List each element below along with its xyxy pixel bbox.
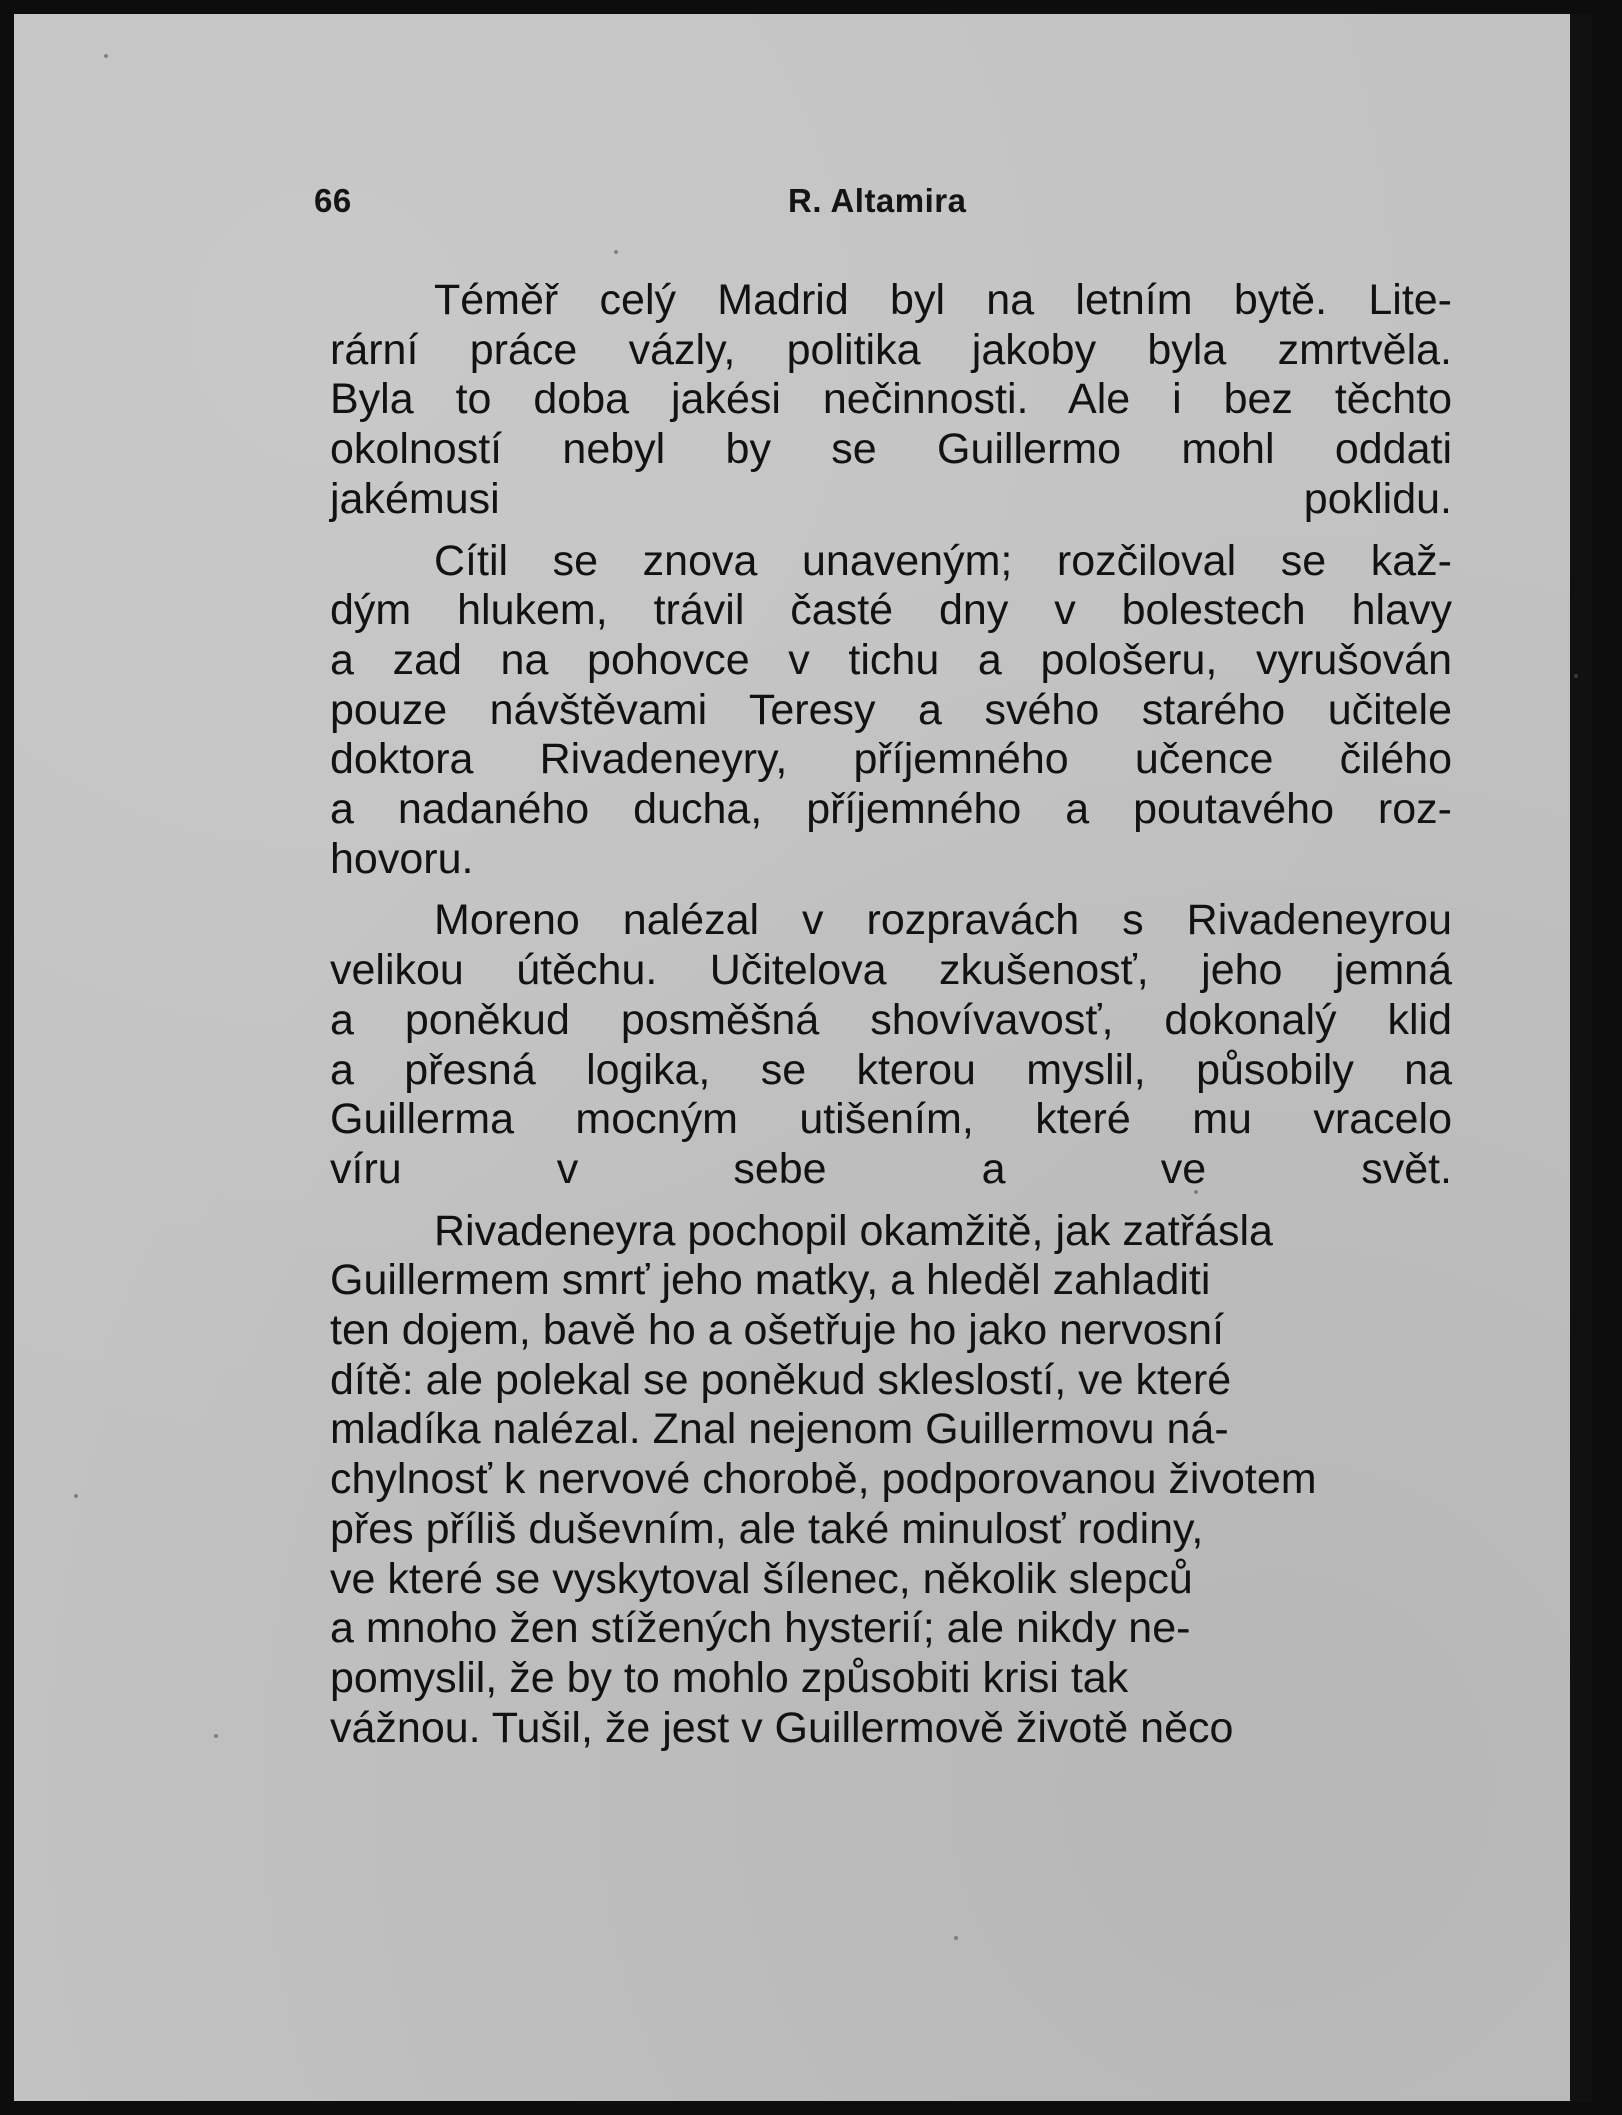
paper-speck	[614, 250, 618, 254]
paper-speck	[954, 1936, 958, 1940]
page-number: 66	[314, 182, 352, 219]
paragraph: Moreno nalézal v rozpravách s Rivadeneyrou velikou útěchu. Učitelova zkušenosť, jeho jemná a poněkud posměšná shovívavosť, dokonalý klid a přesná logika, se kterou myslil, působily na Guillerma mocným utišením, které mu vracelo víru v sebe a ve svět.	[330, 896, 1452, 1193]
paragraph: Rivadeneyra pochopil okamžitě, jak zatřásla Guillermem smrť jeho matky, a hleděl zahladiti ten dojem, bavě ho a ošetřuje ho jako nervosní dítě: ale polekal se poněkud skleslostí, ve které mladíka nalézal. Znal nejenom Guillermovu ná- chylnosť k nervové chorobě, podporovanou životem přes příliš duševním, ale také minulosť rodiny, ve které se vyskytoval šílenec, několik slepců a mnoho žen stížených hysterií; ale nikdy ne- pomyslil, že by to mohlo způsobiti krisi tak vážnou. Tušil, že jest v Guillermově životě něco	[330, 1206, 1317, 1752]
running-title: R. Altamira	[788, 182, 967, 219]
body-text	[330, 276, 1452, 1765]
paper-speck	[1574, 674, 1578, 678]
paragraph: Cítil se znova unaveným; rozčiloval se kaž- dým hlukem, trávil časté dny v bolestech hlavy a zad na pohovce v tichu a pološeru, vyrušován pouze návštěvami Teresy a svého starého učitele doktora Rivadeneyry, příjemného učence čilého a nadaného ducha, příjemného a poutavého roz- hovoru.	[330, 536, 1452, 883]
paper-speck	[104, 54, 108, 58]
paragraph: Téměř celý Madrid byl na letním bytě. Lite- rární práce vázly, politika jakoby byla zmrtvěla. Byla to doba jakési nečinnosti. Ale i bez těchto okolností nebyl by se Guillermo mohl oddati jakémusi poklidu.	[330, 276, 1452, 523]
running-header	[314, 182, 1458, 232]
book-page	[14, 14, 1592, 2101]
paper-speck	[74, 1494, 78, 1498]
paper-speck	[214, 1734, 218, 1738]
page-edge-shadow	[1570, 14, 1592, 2101]
